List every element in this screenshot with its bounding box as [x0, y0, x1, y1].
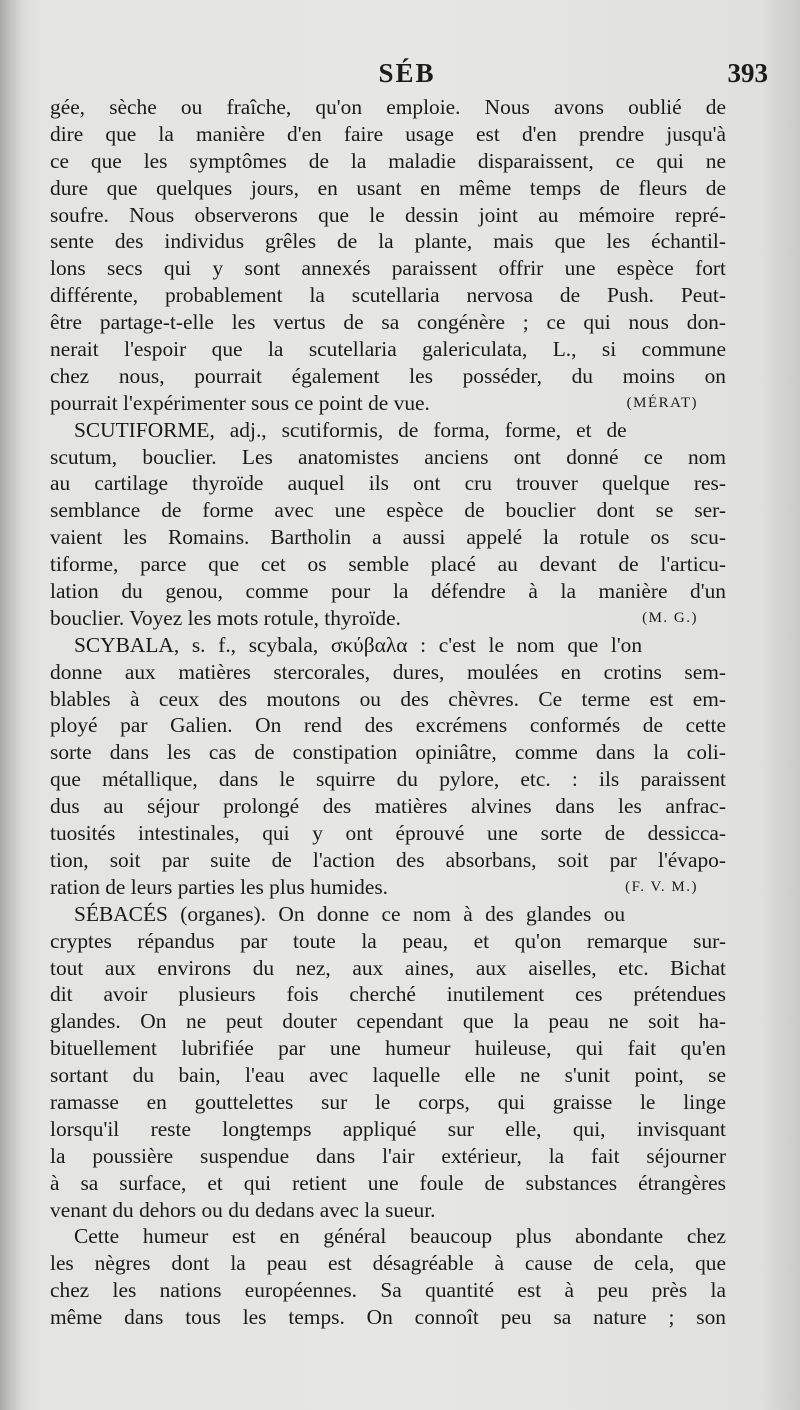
entry-scutiforme: SCUTIFORME, adj., scutiformis, de forma, forme, et de: [74, 417, 627, 442]
text-line: dus au séjour prolongé des matières alvines dans les anfrac-: [50, 794, 726, 819]
text-line-with-signature: [50, 874, 726, 901]
author-signature: (M. G.): [642, 609, 698, 626]
text-line: glandes. On ne peut douter cependant que la peau ne soit ha-: [50, 1009, 726, 1034]
text-line: à sa surface, et qui retient une foule de substances étrangères: [50, 1170, 726, 1195]
text-line: pourrait l'expérimenter sous ce point de vue.: [50, 390, 430, 415]
text-line: tuosités intestinales, qui y ont éprouvé une sorte de dessicca-: [50, 821, 726, 846]
page-gutter-shadow: [0, 0, 22, 1410]
text-line: bouclier. Voyez les mots rotule, thyroïde.: [50, 605, 401, 630]
text-line: ployé par Galien. On rend des excrémens conformés de cette: [50, 713, 726, 738]
text-line: bituellement lubrifiée par une humeur huileuse, qui fait qu'en: [50, 1036, 726, 1061]
text-line: tion, soit par suite de l'action des absorbans, soit par l'évapo-: [50, 847, 726, 872]
text-line: sortant du bain, l'eau avec laquelle elle ne s'unit point, se: [50, 1063, 726, 1088]
text-line: ce que les symptômes de la maladie disparaissent, ce qui ne: [50, 148, 726, 173]
text-line: cryptes répandus par toute la peau, et qu'on remarque sur-: [50, 928, 726, 953]
text-line: gée, sèche ou fraîche, qu'on emploie. Nous avons oublié de: [50, 95, 726, 119]
text-line: ramasse en gouttelettes sur le corps, qui graisse le linge: [50, 1089, 726, 1114]
page-header: [46, 52, 768, 96]
text-line: tiforme, parce que cet os semble placé au devant de l'articu-: [50, 552, 726, 577]
text-line: même dans tous les temps. On connoît peu sa nature ; son: [50, 1305, 726, 1330]
text-line-with-signature: [50, 605, 726, 632]
text-line: que métallique, dans le squirre du pylore, etc. : ils paraissent: [50, 767, 726, 792]
text-line: différente, probablement la scutellaria nervosa de Push. Peut-: [50, 283, 726, 308]
text-line: dire que la manière d'en faire usage est d'en prendre jusqu'à: [50, 121, 726, 146]
author-signature: (F. V. M.): [625, 878, 698, 895]
text-line: tout aux environs du nez, aux aines, aux aiselles, etc. Bichat: [50, 955, 726, 980]
text-line: lorsqu'il reste longtemps appliqué sur elle, qui, invisquant: [50, 1116, 726, 1141]
text-line: donne aux matières stercorales, dures, moulées en crotins sem-: [50, 659, 726, 684]
text-line: blables à ceux des moutons ou des chèvres. Ce terme est em-: [50, 686, 726, 711]
text-line: dit avoir plusieurs fois cherché inutilement ces prétendues: [50, 982, 726, 1007]
text-line: scutum, bouclier. Les anatomistes anciens ont donné ce nom: [50, 444, 726, 469]
page-number: 393: [727, 58, 768, 88]
text-line: soufre. Nous observerons que le dessin joint au mémoire repré-: [50, 202, 726, 227]
text-line: sorte dans les cas de constipation opiniâtre, comme dans la coli-: [50, 740, 726, 765]
text-line: les nègres dont la peau est désagréable à cause de cela, que: [50, 1251, 726, 1276]
body-text: [50, 94, 726, 1331]
entry-sebaces: SÉBACÉS (organes). On donne ce nom à des glandes ou: [74, 901, 626, 926]
text-line: nerait l'espoir que la scutellaria galericulata, L., si commune: [50, 337, 726, 362]
text-line: être partage-t-elle les vertus de sa congénère ; ce qui nous don-: [50, 310, 726, 335]
author-signature: (MÉRAT): [626, 394, 698, 411]
text-line: au cartilage thyroïde auquel ils ont cru trouver quelque res-: [50, 471, 726, 496]
running-head: SÉB: [378, 58, 436, 88]
text-line: lation du genou, comme pour la défendre à la manière d'un: [50, 579, 726, 604]
text-line: lons secs qui y sont annexés paraissent offrir une espèce fort: [50, 256, 726, 281]
text-line: venant du dehors ou du dedans avec la sueur.: [50, 1197, 436, 1222]
text-line: sente des individus grêles de la plante, mais que les échantil-: [50, 229, 726, 254]
paragraph-start: Cette humeur est en général beaucoup plus abondante chez: [74, 1224, 726, 1249]
text-line: vaient les Romains. Bartholin a aussi appelé la rotule os scu-: [50, 525, 726, 550]
text-line: dure que quelques jours, en usant en même temps de fleurs de: [50, 175, 726, 200]
text-line-with-signature: [50, 390, 726, 417]
text-line: chez les nations européennes. Sa quantité est à peu près la: [50, 1278, 726, 1303]
text-line: chez nous, pourrait également les posséder, du moins on: [50, 363, 726, 388]
entry-scybala: SCYBALA, s. f., scybala, σκύβαλα : c'est le nom que l'on: [74, 632, 643, 657]
text-line: ration de leurs parties les plus humides.: [50, 874, 389, 899]
text-line: semblance de forme avec une espèce de bouclier dont se ser-: [50, 498, 726, 523]
text-line: la poussière suspendue dans l'air extérieur, la fait séjourner: [50, 1143, 726, 1168]
